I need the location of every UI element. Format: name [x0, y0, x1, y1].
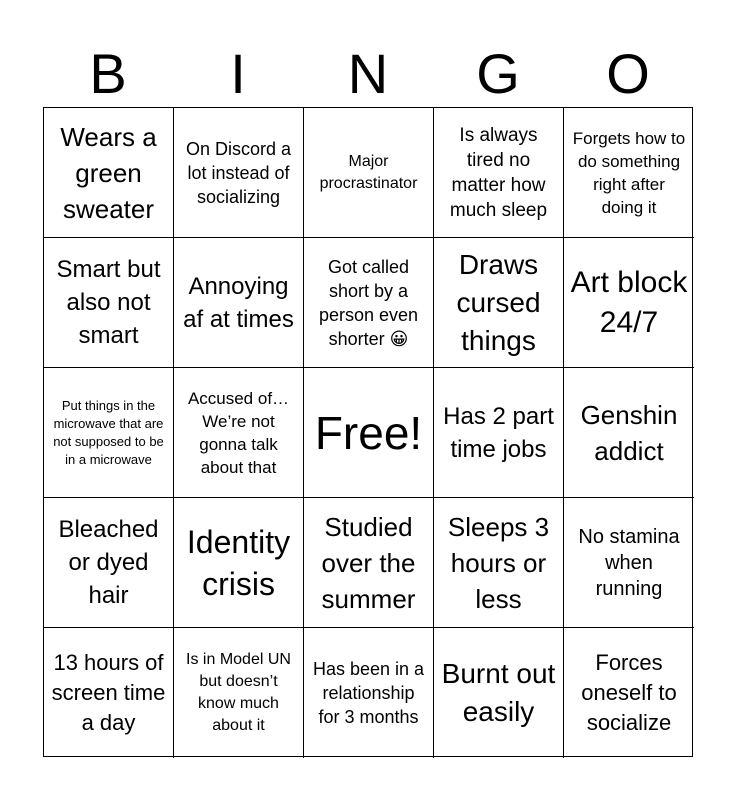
- cell-text: Accused of… We’re not gonna talk about that: [187, 388, 290, 477]
- cell-text: Got called short by a person even shorter 😀: [318, 256, 419, 349]
- header-letter-g: G: [476, 42, 520, 105]
- bingo-cell[interactable]: [434, 498, 564, 628]
- cell-text: Genshin addict: [580, 399, 678, 466]
- bingo-cell[interactable]: [304, 108, 434, 238]
- cell-text: Burnt out easily: [441, 658, 556, 727]
- bingo-cell[interactable]: [564, 368, 694, 498]
- cell-text: Has 2 part time jobs: [443, 402, 554, 463]
- cell-text: Smart but also not smart: [56, 256, 161, 349]
- cell-text: Art block 24/7: [570, 265, 688, 339]
- cell-text: Draws cursed things: [456, 248, 541, 356]
- bingo-cell[interactable]: [564, 628, 694, 758]
- bingo-cell[interactable]: [44, 368, 174, 498]
- header-letter-i: I: [230, 42, 246, 105]
- cell-text: Forgets how to do something right after doing it: [572, 128, 686, 217]
- bingo-cell[interactable]: [174, 498, 304, 628]
- bingo-cell[interactable]: [434, 238, 564, 368]
- header-letter-b: B: [89, 42, 127, 105]
- bingo-cell[interactable]: [44, 238, 174, 368]
- cell-text: Studied over the summer: [321, 511, 416, 614]
- bingo-cell[interactable]: [44, 628, 174, 758]
- bingo-cell[interactable]: [174, 238, 304, 368]
- cell-text: 13 hours of screen time a day: [51, 650, 166, 735]
- cell-text: On Discord a lot instead of socializing: [185, 138, 292, 207]
- bingo-cell[interactable]: [304, 238, 434, 368]
- bingo-cell[interactable]: [44, 498, 174, 628]
- cell-text: No stamina when running: [578, 525, 680, 600]
- bingo-cell[interactable]: [174, 368, 304, 498]
- bingo-cell[interactable]: [564, 238, 694, 368]
- cell-text: Sleeps 3 hours or less: [447, 511, 550, 614]
- bingo-cell[interactable]: [174, 108, 304, 238]
- free-space-text: Free!: [314, 406, 423, 459]
- header-letter-n: N: [347, 42, 389, 105]
- cell-text: Bleached or dyed hair: [58, 516, 159, 609]
- cell-text: Major procrastinator: [319, 152, 418, 192]
- header-letter-o: O: [606, 42, 650, 105]
- bingo-cell[interactable]: [434, 108, 564, 238]
- bingo-cell[interactable]: [564, 108, 694, 238]
- bingo-grid: [43, 107, 693, 757]
- bingo-cell[interactable]: [434, 628, 564, 758]
- bingo-cell[interactable]: [304, 498, 434, 628]
- bingo-cell[interactable]: [44, 108, 174, 238]
- bingo-cell free-space[interactable]: [304, 368, 434, 498]
- cell-text: Wears a green sweater: [60, 121, 157, 224]
- cell-text: Has been in a relationship for 3 months: [312, 659, 425, 727]
- cell-text: Is always tired no matter how much sleep: [449, 124, 548, 221]
- cell-text: Is in Model UN but doesn’t know much about it: [186, 651, 291, 734]
- cell-text: Put things in the microwave that are not supposed to be in a microwave: [53, 397, 164, 467]
- cell-text: Forces oneself to socialize: [581, 650, 677, 735]
- bingo-header: [43, 40, 693, 108]
- cell-text: Identity crisis: [186, 523, 291, 602]
- bingo-cell[interactable]: [304, 628, 434, 758]
- bingo-cell[interactable]: [434, 368, 564, 498]
- bingo-cell[interactable]: [174, 628, 304, 758]
- bingo-cell[interactable]: [564, 498, 694, 628]
- cell-text: Annoying af at times: [183, 272, 294, 333]
